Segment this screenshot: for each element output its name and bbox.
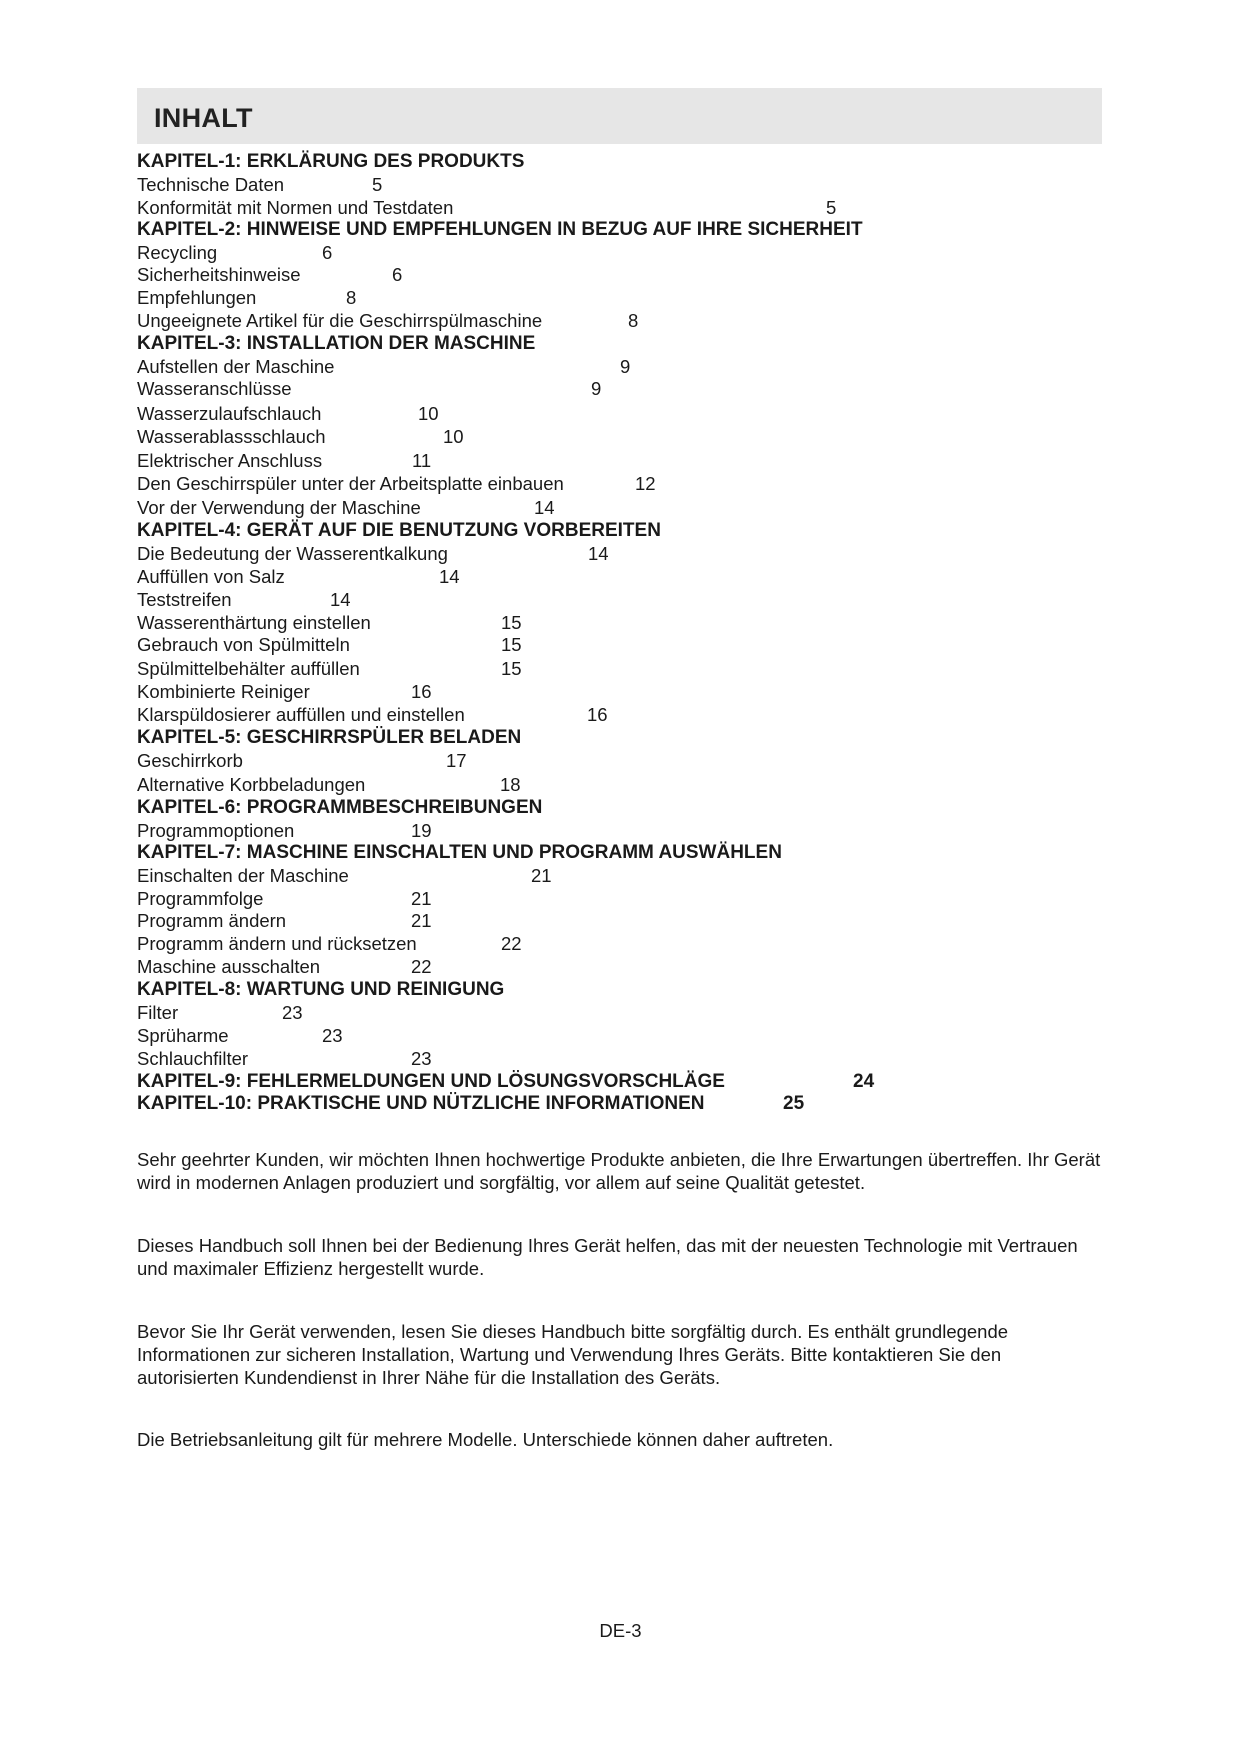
toc-entry-label: Schlauchfilter: [137, 1048, 249, 1069]
toc-entry: [137, 750, 467, 772]
toc-chapter-heading: [137, 520, 661, 542]
toc-entry: [137, 174, 383, 196]
toc-page-number: 23: [411, 1048, 432, 1069]
toc-entry-label: Maschine ausschalten: [137, 956, 321, 977]
toc-page-number: 10: [418, 403, 439, 424]
toc-entry-label: Recycling: [137, 242, 218, 263]
toc-entry-label: KAPITEL-6: PROGRAMMBESCHREIBUNGEN: [137, 797, 543, 818]
toc-entry-label: Elektrischer Anschluss: [137, 450, 323, 471]
toc-entry: [137, 287, 357, 309]
toc-page-number: 5: [372, 174, 383, 195]
toc-page-number: 15: [501, 634, 522, 655]
toc-page-number: 14: [439, 566, 460, 587]
toc-entry-label: Teststreifen: [137, 589, 232, 610]
toc-entry: [137, 403, 439, 425]
toc-chapter-heading: [137, 979, 504, 1001]
intro-paragraph-1: Sehr geehrter Kunden, wir möchten Ihnen hochwertige Produkte anbieten, die Ihre Erwartungen übertreffen. Ihr Gerät wird in modernen Anlagen produziert und sorgfältig, vor allem auf seine Qualität getestet.: [137, 1149, 1101, 1193]
toc-chapter-heading: [137, 842, 782, 864]
toc-entry: [137, 681, 432, 703]
toc-entry-label: Wasserzulaufschlauch: [137, 403, 322, 424]
toc-page-number: 22: [411, 956, 432, 977]
toc-entry-label: Programm ändern: [137, 910, 287, 931]
intro-paragraph-3: Bevor Sie Ihr Gerät verwenden, lesen Sie dieses Handbuch bitte sorgfältig durch. Es enthält grundlegende Informationen zur sicheren Installation, Wartung und Verwendung Ihres Geräts. Bitte kontaktieren Sie den autorisierten Kundendienst in Ihrer Nähe für die Installation des Geräts.: [137, 1321, 1009, 1388]
toc-entry-label: KAPITEL-4: GERÄT AUF DIE BENUTZUNG VORBEREITEN: [137, 520, 661, 541]
toc-entry: [137, 589, 351, 611]
toc-page-number: 14: [534, 497, 555, 518]
toc-entry: [137, 634, 522, 656]
toc-page-number: 11: [412, 450, 432, 471]
toc-page-number: 6: [392, 264, 403, 285]
toc-entry-label: Die Bedeutung der Wasserentkalkung: [137, 543, 448, 564]
toc-entry-label: Filter: [137, 1002, 179, 1023]
toc-entry: [137, 310, 639, 332]
toc-page-number: 14: [588, 543, 609, 564]
toc-entry-label: Einschalten der Maschine: [137, 865, 349, 886]
toc-page-number: 21: [411, 888, 432, 909]
toc-chapter-heading: [137, 727, 521, 749]
toc-entry-label: KAPITEL-7: MASCHINE EINSCHALTEN UND PROGRAMM AUSWÄHLEN: [137, 842, 782, 863]
toc-page-number: 8: [628, 310, 639, 331]
toc-entry: [137, 1048, 432, 1070]
toc-entry: [137, 774, 521, 796]
toc-page-number: 21: [531, 865, 552, 886]
intro-paragraph-2: Dieses Handbuch soll Ihnen bei der Bedienung Ihres Gerät helfen, das mit der neuesten Technologie mit Vertrauen und maximaler Effizienz hergestellt wurde.: [137, 1235, 1078, 1279]
toc-entry: [137, 566, 460, 588]
toc-page-number: 21: [411, 910, 432, 931]
toc-page-number: 15: [501, 658, 522, 679]
toc-entry-label: Sprüharme: [137, 1025, 229, 1046]
toc-entry-label: Wasseranschlüsse: [137, 378, 292, 399]
toc-entry: [137, 197, 837, 219]
toc-entry-label: Wasserenthärtung einstellen: [137, 612, 371, 633]
toc-entry-label: Konformität mit Normen und Testdaten: [137, 197, 454, 218]
toc-page-number: 25: [783, 1093, 805, 1114]
toc-entry: [137, 356, 631, 378]
toc-chapter-heading: [137, 151, 524, 173]
toc-entry-label: Ungeeignete Artikel für die Geschirrspülmaschine: [137, 310, 543, 331]
toc-entry-label: Sicherheitshinweise: [137, 264, 301, 285]
toc-page-number: 24: [853, 1071, 875, 1092]
toc-entry: [137, 264, 403, 286]
toc-entry: [137, 497, 555, 519]
toc-entry-label: Programm ändern und rücksetzen: [137, 933, 417, 954]
toc-entry-label: Den Geschirrspüler unter der Arbeitsplatte einbauen: [137, 473, 564, 494]
toc-entry-label: Wasserablassschlauch: [137, 426, 326, 447]
toc-page-number: 15: [501, 612, 522, 633]
toc-entry: [137, 820, 432, 842]
toc-page-number: 9: [591, 378, 602, 399]
toc-page-number: 17: [446, 750, 467, 771]
toc-chapter-heading: [137, 1093, 805, 1115]
toc-entry-label: Auffüllen von Salz: [137, 566, 285, 587]
toc-entry-label: Geschirrkorb: [137, 750, 243, 771]
toc-entry: [137, 473, 656, 495]
toc-page-number: 12: [635, 473, 656, 494]
toc-page-number: 22: [501, 933, 522, 954]
toc-page-number: 16: [411, 681, 432, 702]
toc-entry-label: Technische Daten: [137, 174, 285, 195]
toc-chapter-heading: [137, 1071, 875, 1093]
toc-entry-label: KAPITEL-5: GESCHIRRSPÜLER BELADEN: [137, 727, 522, 748]
toc-entry: [137, 933, 522, 955]
toc-page-number: 10: [443, 426, 464, 447]
toc-entry: [137, 865, 552, 887]
toc-entry-label: Gebrauch von Spülmitteln: [137, 634, 350, 655]
toc-entry: [137, 910, 432, 932]
toc-entry-label: Programmoptionen: [137, 820, 295, 841]
toc-entry: [137, 543, 609, 565]
toc-entry-label: Spülmittelbehälter auffüllen: [137, 658, 360, 679]
toc-chapter-heading: [137, 797, 542, 819]
toc-entry: [137, 612, 522, 634]
toc-entry-label: KAPITEL-8: WARTUNG UND REINIGUNG: [137, 979, 505, 1000]
toc-entry: [137, 1025, 343, 1047]
intro-paragraph-4: Die Betriebsanleitung gilt für mehrere Modelle. Unterschiede können daher auftreten.: [137, 1429, 834, 1450]
page-number: DE-3: [599, 1620, 642, 1641]
toc-entry-label: Aufstellen der Maschine: [137, 356, 335, 377]
toc-page-number: 19: [411, 820, 432, 841]
toc-entry: [137, 956, 432, 978]
toc-chapter-heading: [137, 333, 535, 355]
toc-entry: [137, 704, 608, 726]
toc-entry-label: Klarspüldosierer auffüllen und einstellen: [137, 704, 465, 725]
toc-page-number: 14: [330, 589, 351, 610]
toc-page-number: 6: [322, 242, 333, 263]
toc-entry-label: KAPITEL-3: INSTALLATION DER MASCHINE: [137, 333, 536, 354]
toc-entry-label: Programmfolge: [137, 888, 264, 909]
page-title: INHALT: [154, 103, 253, 133]
toc-entry: [137, 242, 333, 264]
toc-entry: [137, 888, 432, 910]
toc-entry: [137, 378, 602, 400]
toc-page-number: 23: [322, 1025, 343, 1046]
toc-entry: [137, 426, 464, 448]
toc-entry: [137, 1002, 303, 1024]
toc-entry-label: Vor der Verwendung der Maschine: [137, 497, 421, 518]
toc-page-number: 5: [826, 197, 837, 218]
toc-page-number: 16: [587, 704, 608, 725]
toc-entry-label: Kombinierte Reiniger: [137, 681, 310, 702]
toc-entry-label: Empfehlungen: [137, 287, 257, 308]
toc-page-number: 23: [282, 1002, 303, 1023]
toc-entry-label: KAPITEL-9: FEHLERMELDUNGEN UND LÖSUNGSVORSCHLÄGE: [137, 1071, 725, 1092]
toc-entry-label: KAPITEL-10: PRAKTISCHE UND NÜTZLICHE INFORMATIONEN: [137, 1093, 705, 1114]
toc-entry-label: Alternative Korbbeladungen: [137, 774, 366, 795]
toc-entry-label: KAPITEL-1: ERKLÄRUNG DES PRODUKTS: [137, 151, 525, 172]
toc-chapter-heading: [137, 219, 863, 241]
toc-entry: [137, 450, 432, 472]
toc-entry: [137, 658, 522, 680]
toc-page-number: 18: [500, 774, 521, 795]
toc-page-number: 9: [620, 356, 631, 377]
toc-page-number: 8: [346, 287, 357, 308]
toc-entry-label: KAPITEL-2: HINWEISE UND EMPFEHLUNGEN IN BEZUG AUF IHRE SICHERHEIT: [137, 219, 863, 240]
